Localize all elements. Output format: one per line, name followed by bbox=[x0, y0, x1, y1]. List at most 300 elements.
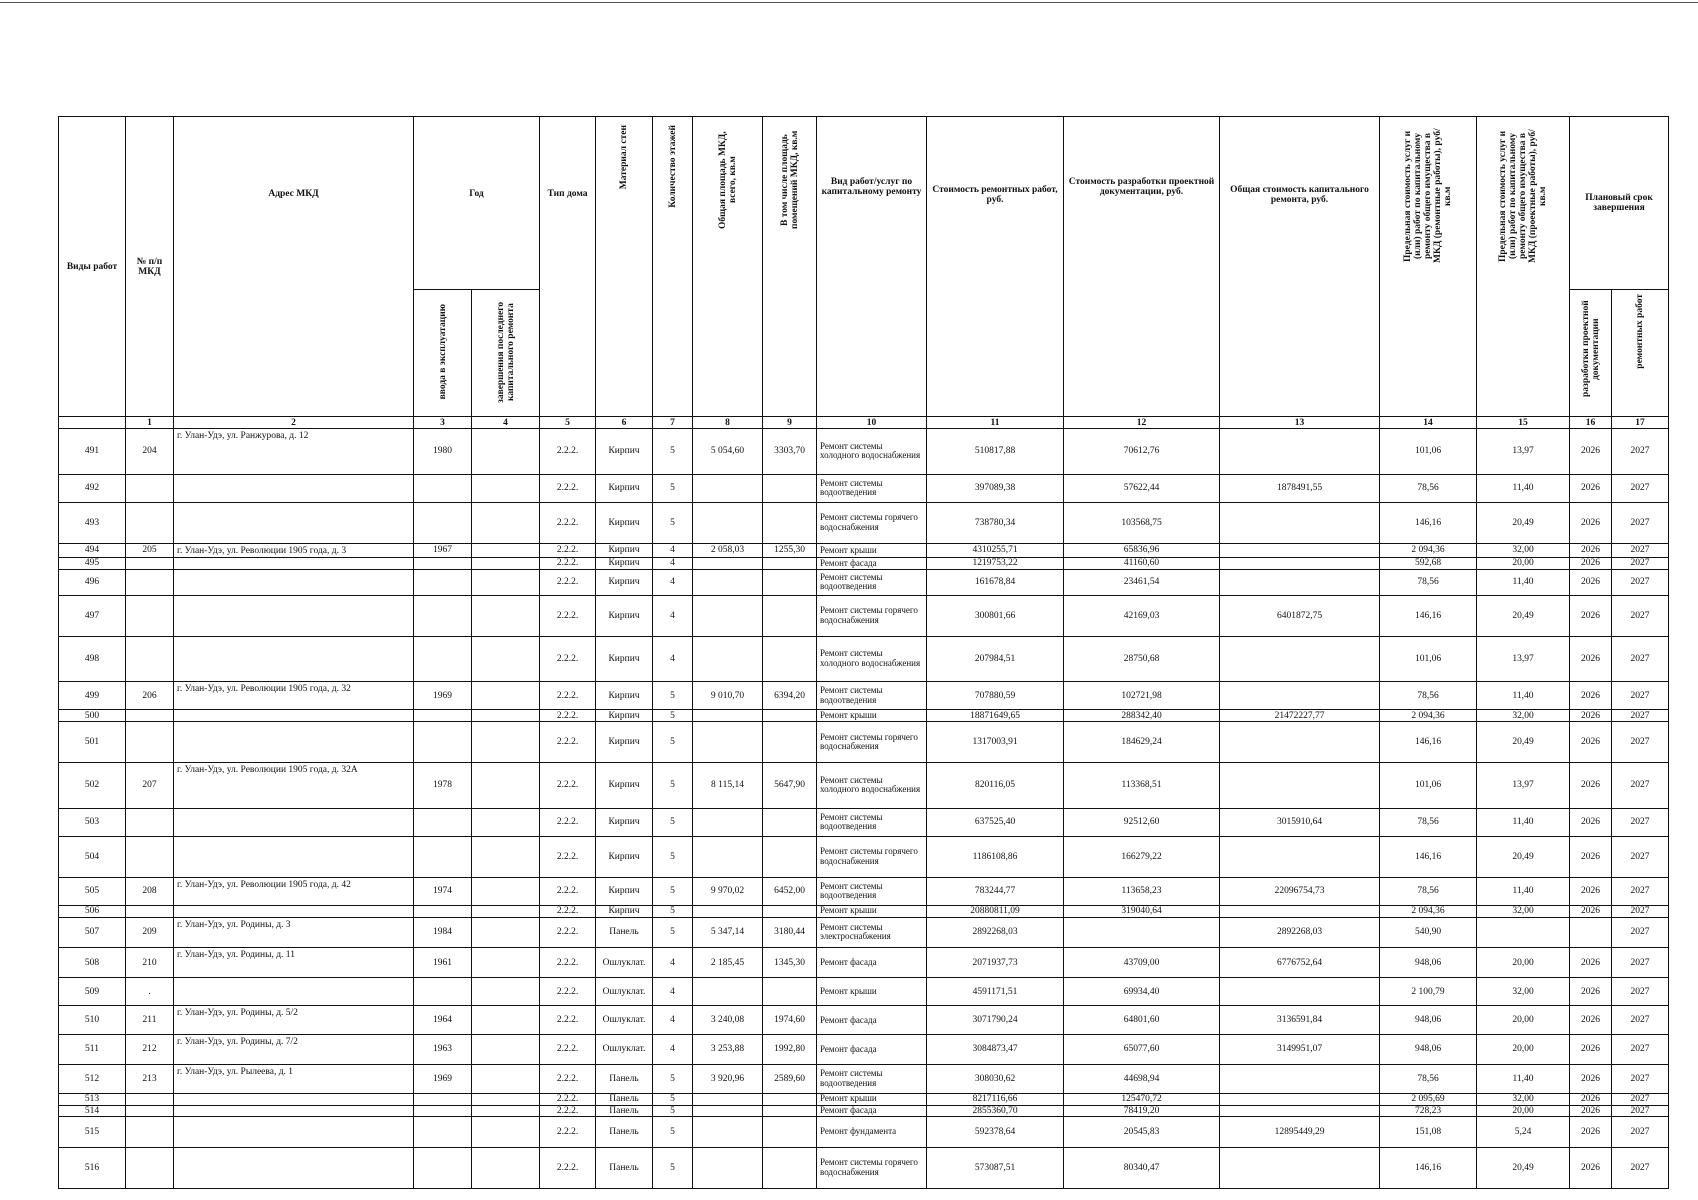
cell-total-area bbox=[693, 978, 763, 1006]
cell-deadline-repair: 2027 bbox=[1612, 1147, 1669, 1188]
cell-design-cost: 125470,72 bbox=[1064, 1093, 1220, 1105]
cell-work-type: Ремонт системы горячего водоснабжения bbox=[817, 1147, 927, 1188]
cell-house-type: 2.2.2. bbox=[540, 1147, 596, 1188]
cell-premises-area bbox=[763, 595, 817, 636]
cell-floors: 5 bbox=[653, 1093, 693, 1105]
cell-repair-cost: 592378,64 bbox=[927, 1117, 1064, 1147]
cell-year-last-repair bbox=[472, 557, 540, 569]
cell-wall-material: Кирпич bbox=[596, 763, 653, 808]
cell-wall-material: Кирпич bbox=[596, 808, 653, 836]
cell-design-cost: 44698,94 bbox=[1064, 1064, 1220, 1093]
cell-house-type: 2.2.2. bbox=[540, 429, 596, 474]
cell-year-last-repair bbox=[472, 682, 540, 710]
cell-row-number: 495 bbox=[59, 557, 126, 569]
col-header-work-type: Вид работ/услуг по капитальному ремонту bbox=[817, 117, 927, 417]
cell-year-last-repair bbox=[472, 722, 540, 763]
table-row bbox=[59, 682, 1669, 710]
cell-total-cost bbox=[1220, 722, 1380, 763]
cell-limit-design: 11,40 bbox=[1477, 569, 1570, 595]
cell-design-cost: 28750,68 bbox=[1064, 636, 1220, 681]
cell-year-last-repair bbox=[472, 1035, 540, 1064]
cell-total-area bbox=[693, 710, 763, 722]
cell-mkd-number bbox=[126, 1117, 174, 1147]
cell-address: г. Улан-Удэ, ул. Революции 1905 года, д. 32 bbox=[174, 682, 414, 710]
cell-design-cost: 184629,24 bbox=[1064, 722, 1220, 763]
cell-deadline-repair: 2027 bbox=[1612, 978, 1669, 1006]
cell-address bbox=[174, 905, 414, 917]
cell-limit-repair: 2 100,79 bbox=[1380, 978, 1477, 1006]
cell-mkd-number bbox=[126, 557, 174, 569]
cell-premises-area: 1255,30 bbox=[763, 543, 817, 557]
col-header-total-area bbox=[693, 117, 763, 417]
cell-work-type: Ремонт фасада bbox=[817, 947, 927, 977]
cell-address bbox=[174, 808, 414, 836]
cell-design-cost: 69934,40 bbox=[1064, 978, 1220, 1006]
cell-design-cost: 80340,47 bbox=[1064, 1147, 1220, 1188]
cell-floors: 4 bbox=[653, 1035, 693, 1064]
cell-premises-area: 3303,70 bbox=[763, 429, 817, 474]
table-row bbox=[59, 636, 1669, 681]
cell-wall-material: Кирпич bbox=[596, 722, 653, 763]
cell-total-cost: 3149951,07 bbox=[1220, 1035, 1380, 1064]
col-header-deadline-repair bbox=[1612, 289, 1669, 417]
cell-wall-material: Кирпич bbox=[596, 502, 653, 543]
cell-premises-area bbox=[763, 569, 817, 595]
cell-year-last-repair bbox=[472, 1147, 540, 1188]
cell-floors: 5 bbox=[653, 917, 693, 947]
cell-premises-area: 3180,44 bbox=[763, 917, 817, 947]
cell-limit-design: 20,49 bbox=[1477, 722, 1570, 763]
total-area-label: Общая площадь МКД, всего, кв.м bbox=[717, 131, 738, 229]
column-number-blank bbox=[59, 417, 126, 429]
cell-year-last-repair bbox=[472, 877, 540, 905]
table-row bbox=[59, 763, 1669, 808]
cell-deadline-repair: 2027 bbox=[1612, 1093, 1669, 1105]
wall-material-label: Материал стен bbox=[619, 125, 629, 190]
cell-design-cost: 42169,03 bbox=[1064, 595, 1220, 636]
cell-row-number: 494 bbox=[59, 543, 126, 557]
cell-deadline-design: 2026 bbox=[1570, 543, 1612, 557]
cell-repair-cost: 573087,51 bbox=[927, 1147, 1064, 1188]
cell-design-cost: 57622,44 bbox=[1064, 474, 1220, 502]
cell-mkd-number bbox=[126, 502, 174, 543]
cell-premises-area bbox=[763, 836, 817, 877]
cell-house-type: 2.2.2. bbox=[540, 502, 596, 543]
cell-total-cost bbox=[1220, 978, 1380, 1006]
cell-repair-cost: 783244,77 bbox=[927, 877, 1064, 905]
table-row bbox=[59, 917, 1669, 947]
cell-design-cost: 92512,60 bbox=[1064, 808, 1220, 836]
cell-total-area bbox=[693, 1105, 763, 1117]
cell-limit-design: 20,49 bbox=[1477, 1147, 1570, 1188]
cell-mkd-number: 212 bbox=[126, 1035, 174, 1064]
cell-deadline-design: 2026 bbox=[1570, 763, 1612, 808]
cell-deadline-repair: 2027 bbox=[1612, 557, 1669, 569]
cell-row-number: 493 bbox=[59, 502, 126, 543]
cell-total-cost bbox=[1220, 429, 1380, 474]
cell-total-area: 2 058,03 bbox=[693, 543, 763, 557]
page-top-rule bbox=[0, 2, 1698, 3]
cell-wall-material: Ошлуклат. bbox=[596, 947, 653, 977]
cell-work-type: Ремонт фасада bbox=[817, 1105, 927, 1117]
cell-address: г. Улан-Удэ, ул. Рылеева, д. 1 bbox=[174, 1064, 414, 1093]
cell-work-type: Ремонт системы электроснабжения bbox=[817, 917, 927, 947]
cell-total-area bbox=[693, 808, 763, 836]
cell-repair-cost: 738780,34 bbox=[927, 502, 1064, 543]
cell-limit-repair: 101,06 bbox=[1380, 429, 1477, 474]
cell-house-type: 2.2.2. bbox=[540, 763, 596, 808]
cell-mkd-number bbox=[126, 836, 174, 877]
cell-house-type: 2.2.2. bbox=[540, 1064, 596, 1093]
cell-wall-material: Кирпич bbox=[596, 557, 653, 569]
cell-total-area bbox=[693, 836, 763, 877]
table-row bbox=[59, 595, 1669, 636]
cell-mkd-number: 206 bbox=[126, 682, 174, 710]
cell-mkd-number: . bbox=[126, 978, 174, 1006]
cell-year-commission bbox=[414, 1093, 472, 1105]
column-number: 5 bbox=[540, 417, 596, 429]
cell-limit-design: 20,00 bbox=[1477, 1105, 1570, 1117]
cell-wall-material: Панель bbox=[596, 1105, 653, 1117]
cell-row-number: 511 bbox=[59, 1035, 126, 1064]
cell-year-commission bbox=[414, 557, 472, 569]
cell-row-number: 510 bbox=[59, 1006, 126, 1035]
table-row bbox=[59, 543, 1669, 557]
cell-deadline-repair: 2027 bbox=[1612, 429, 1669, 474]
cell-floors: 5 bbox=[653, 1117, 693, 1147]
cell-mkd-number bbox=[126, 1105, 174, 1117]
cell-total-cost bbox=[1220, 1093, 1380, 1105]
cell-house-type: 2.2.2. bbox=[540, 710, 596, 722]
cell-house-type: 2.2.2. bbox=[540, 543, 596, 557]
cell-address bbox=[174, 502, 414, 543]
cell-design-cost: 65836,96 bbox=[1064, 543, 1220, 557]
cell-year-commission bbox=[414, 722, 472, 763]
cell-year-commission bbox=[414, 1117, 472, 1147]
cell-row-number: 501 bbox=[59, 722, 126, 763]
cell-year-commission bbox=[414, 502, 472, 543]
col-header-mkd-number: № п/п МКД bbox=[126, 117, 174, 417]
cell-year-commission bbox=[414, 978, 472, 1006]
cell-work-type: Ремонт крыши bbox=[817, 710, 927, 722]
cell-total-cost bbox=[1220, 1064, 1380, 1093]
cell-year-commission bbox=[414, 905, 472, 917]
cell-work-type: Ремонт системы горячего водоснабжения bbox=[817, 502, 927, 543]
cell-house-type: 2.2.2. bbox=[540, 947, 596, 977]
header-row-1 bbox=[59, 117, 1669, 290]
cell-limit-repair: 2 095,69 bbox=[1380, 1093, 1477, 1105]
cell-floors: 5 bbox=[653, 877, 693, 905]
cell-row-number: 508 bbox=[59, 947, 126, 977]
cell-mkd-number bbox=[126, 710, 174, 722]
cell-house-type: 2.2.2. bbox=[540, 595, 596, 636]
cell-address bbox=[174, 557, 414, 569]
col-header-house-type: Тип дома bbox=[540, 117, 596, 417]
table-row bbox=[59, 1093, 1669, 1105]
cell-limit-repair: 101,06 bbox=[1380, 636, 1477, 681]
cell-floors: 5 bbox=[653, 763, 693, 808]
cell-premises-area bbox=[763, 474, 817, 502]
cell-total-cost: 12895449,29 bbox=[1220, 1117, 1380, 1147]
cell-row-number: 499 bbox=[59, 682, 126, 710]
cell-wall-material: Кирпич bbox=[596, 543, 653, 557]
cell-work-type: Ремонт крыши bbox=[817, 978, 927, 1006]
cell-deadline-design: 2026 bbox=[1570, 557, 1612, 569]
cell-limit-repair: 2 094,36 bbox=[1380, 905, 1477, 917]
cell-year-last-repair bbox=[472, 543, 540, 557]
cell-house-type: 2.2.2. bbox=[540, 474, 596, 502]
cell-premises-area bbox=[763, 722, 817, 763]
cell-limit-design: 20,49 bbox=[1477, 836, 1570, 877]
cell-floors: 5 bbox=[653, 905, 693, 917]
cell-year-commission bbox=[414, 710, 472, 722]
cell-limit-repair: 78,56 bbox=[1380, 474, 1477, 502]
cell-row-number: 515 bbox=[59, 1117, 126, 1147]
cell-mkd-number bbox=[126, 808, 174, 836]
cell-deadline-design: 2026 bbox=[1570, 710, 1612, 722]
cell-deadline-design: 2026 bbox=[1570, 1006, 1612, 1035]
cell-address: г. Улан-Удэ, ул. Родины, д. 3 bbox=[174, 917, 414, 947]
cell-wall-material: Панель bbox=[596, 1117, 653, 1147]
cell-address bbox=[174, 1105, 414, 1117]
cell-deadline-repair: 2027 bbox=[1612, 636, 1669, 681]
table-row bbox=[59, 1147, 1669, 1188]
cell-mkd-number: 211 bbox=[126, 1006, 174, 1035]
column-number: 3 bbox=[414, 417, 472, 429]
cell-total-area bbox=[693, 569, 763, 595]
cell-limit-design: 11,40 bbox=[1477, 1064, 1570, 1093]
cell-repair-cost: 510817,88 bbox=[927, 429, 1064, 474]
cell-premises-area bbox=[763, 502, 817, 543]
col-header-year-last-repair bbox=[472, 289, 540, 417]
cell-address: г. Улан-Удэ, ул. Ранжурова, д. 12 bbox=[174, 429, 414, 474]
cell-deadline-repair: 2027 bbox=[1612, 763, 1669, 808]
cell-premises-area bbox=[763, 1093, 817, 1105]
cell-deadline-design: 2026 bbox=[1570, 502, 1612, 543]
cell-row-number: 503 bbox=[59, 808, 126, 836]
cell-house-type: 2.2.2. bbox=[540, 722, 596, 763]
cell-floors: 5 bbox=[653, 429, 693, 474]
cell-address: г. Улан-Удэ, ул. Революции 1905 года, д. 42 bbox=[174, 877, 414, 905]
deadline-repair-label: ремонтных работ bbox=[1635, 293, 1645, 369]
cell-year-commission bbox=[414, 1105, 472, 1117]
cell-limit-repair: 146,16 bbox=[1380, 595, 1477, 636]
cell-year-commission bbox=[414, 636, 472, 681]
cell-limit-design: 5,24 bbox=[1477, 1117, 1570, 1147]
cell-house-type: 2.2.2. bbox=[540, 636, 596, 681]
cell-limit-repair: 146,16 bbox=[1380, 836, 1477, 877]
cell-row-number: 502 bbox=[59, 763, 126, 808]
column-number: 14 bbox=[1380, 417, 1477, 429]
cell-year-commission bbox=[414, 595, 472, 636]
cell-work-type: Ремонт крыши bbox=[817, 543, 927, 557]
cell-work-type: Ремонт крыши bbox=[817, 905, 927, 917]
cell-house-type: 2.2.2. bbox=[540, 569, 596, 595]
cell-year-last-repair bbox=[472, 710, 540, 722]
cell-house-type: 2.2.2. bbox=[540, 905, 596, 917]
cell-work-type: Ремонт системы водоотведения bbox=[817, 877, 927, 905]
cell-limit-repair: 146,16 bbox=[1380, 502, 1477, 543]
cell-house-type: 2.2.2. bbox=[540, 836, 596, 877]
cell-limit-repair: 948,06 bbox=[1380, 947, 1477, 977]
cell-deadline-repair: 2027 bbox=[1612, 1064, 1669, 1093]
cell-design-cost: 43709,00 bbox=[1064, 947, 1220, 977]
cell-premises-area: 2589,60 bbox=[763, 1064, 817, 1093]
cell-total-area bbox=[693, 557, 763, 569]
cell-year-last-repair bbox=[472, 808, 540, 836]
cell-floors: 5 bbox=[653, 474, 693, 502]
cell-limit-design: 13,97 bbox=[1477, 636, 1570, 681]
table-row bbox=[59, 710, 1669, 722]
cell-year-last-repair bbox=[472, 917, 540, 947]
column-number: 2 bbox=[174, 417, 414, 429]
cell-premises-area bbox=[763, 905, 817, 917]
cell-deadline-design: 2026 bbox=[1570, 947, 1612, 977]
cell-year-commission: 1980 bbox=[414, 429, 472, 474]
cell-total-area: 3 920,96 bbox=[693, 1064, 763, 1093]
cell-year-commission: 1961 bbox=[414, 947, 472, 977]
cell-year-last-repair bbox=[472, 1093, 540, 1105]
cell-year-last-repair bbox=[472, 763, 540, 808]
table-row bbox=[59, 905, 1669, 917]
table-row bbox=[59, 474, 1669, 502]
cell-total-area bbox=[693, 595, 763, 636]
cell-work-type: Ремонт системы холодного водоснабжения bbox=[817, 763, 927, 808]
table-row bbox=[59, 808, 1669, 836]
cell-deadline-repair: 2027 bbox=[1612, 1006, 1669, 1035]
column-number: 17 bbox=[1612, 417, 1669, 429]
cell-mkd-number bbox=[126, 722, 174, 763]
cell-repair-cost: 2892268,03 bbox=[927, 917, 1064, 947]
cell-address bbox=[174, 722, 414, 763]
cell-repair-cost: 20880811,09 bbox=[927, 905, 1064, 917]
cell-design-cost: 65077,60 bbox=[1064, 1035, 1220, 1064]
cell-deadline-design: 2026 bbox=[1570, 877, 1612, 905]
cell-work-type: Ремонт системы горячего водоснабжения bbox=[817, 595, 927, 636]
cell-total-cost: 3015910,64 bbox=[1220, 808, 1380, 836]
cell-deadline-repair: 2027 bbox=[1612, 947, 1669, 977]
cell-work-type: Ремонт системы водоотведения bbox=[817, 569, 927, 595]
cell-year-commission bbox=[414, 474, 472, 502]
cell-year-last-repair bbox=[472, 1006, 540, 1035]
cell-year-last-repair bbox=[472, 836, 540, 877]
col-header-deadline: Плановый срок завершения bbox=[1570, 117, 1669, 290]
cell-deadline-repair: 2027 bbox=[1612, 595, 1669, 636]
table-row bbox=[59, 1006, 1669, 1035]
col-header-work-kind: Виды работ bbox=[59, 117, 126, 417]
cell-deadline-repair: 2027 bbox=[1612, 877, 1669, 905]
cell-floors: 4 bbox=[653, 569, 693, 595]
cell-total-cost bbox=[1220, 1105, 1380, 1117]
cell-total-cost bbox=[1220, 543, 1380, 557]
cell-limit-design: 20,00 bbox=[1477, 947, 1570, 977]
cell-premises-area bbox=[763, 1117, 817, 1147]
cell-premises-area bbox=[763, 557, 817, 569]
column-number: 9 bbox=[763, 417, 817, 429]
cell-work-type: Ремонт системы холодного водоснабжения bbox=[817, 636, 927, 681]
cell-total-area: 9 970,02 bbox=[693, 877, 763, 905]
cell-premises-area: 1345,30 bbox=[763, 947, 817, 977]
cell-year-commission bbox=[414, 569, 472, 595]
cell-repair-cost: 637525,40 bbox=[927, 808, 1064, 836]
cell-total-area bbox=[693, 1117, 763, 1147]
cell-limit-repair: 2 094,36 bbox=[1380, 710, 1477, 722]
cell-total-cost bbox=[1220, 763, 1380, 808]
cell-premises-area: 1974,60 bbox=[763, 1006, 817, 1035]
cell-house-type: 2.2.2. bbox=[540, 808, 596, 836]
cell-address bbox=[174, 836, 414, 877]
column-number: 7 bbox=[653, 417, 693, 429]
cell-design-cost: 20545,83 bbox=[1064, 1117, 1220, 1147]
cell-total-cost bbox=[1220, 557, 1380, 569]
cell-premises-area bbox=[763, 636, 817, 681]
cell-repair-cost: 1317003,91 bbox=[927, 722, 1064, 763]
cell-deadline-design: 2026 bbox=[1570, 595, 1612, 636]
cell-wall-material: Ошлуклат. bbox=[596, 1035, 653, 1064]
cell-year-last-repair bbox=[472, 569, 540, 595]
column-number: 6 bbox=[596, 417, 653, 429]
cell-limit-repair: 101,06 bbox=[1380, 763, 1477, 808]
cell-deadline-repair: 2027 bbox=[1612, 722, 1669, 763]
cell-design-cost: 103568,75 bbox=[1064, 502, 1220, 543]
cell-row-number: 496 bbox=[59, 569, 126, 595]
cell-total-cost bbox=[1220, 905, 1380, 917]
cell-mkd-number bbox=[126, 905, 174, 917]
cell-premises-area bbox=[763, 1147, 817, 1188]
cell-mkd-number bbox=[126, 474, 174, 502]
cell-limit-repair: 540,90 bbox=[1380, 917, 1477, 947]
cell-design-cost: 319040,64 bbox=[1064, 905, 1220, 917]
cell-address bbox=[174, 636, 414, 681]
cell-deadline-repair: 2027 bbox=[1612, 808, 1669, 836]
table-row bbox=[59, 429, 1669, 474]
cell-address bbox=[174, 474, 414, 502]
cell-floors: 5 bbox=[653, 502, 693, 543]
cell-wall-material: Кирпич bbox=[596, 569, 653, 595]
cell-address bbox=[174, 1117, 414, 1147]
cell-mkd-number bbox=[126, 595, 174, 636]
cell-deadline-design: 2026 bbox=[1570, 722, 1612, 763]
cell-floors: 5 bbox=[653, 808, 693, 836]
cell-total-area: 5 054,60 bbox=[693, 429, 763, 474]
cell-total-cost bbox=[1220, 502, 1380, 543]
cell-work-type: Ремонт крыши bbox=[817, 1093, 927, 1105]
cell-deadline-repair: 2027 bbox=[1612, 543, 1669, 557]
cell-wall-material: Кирпич bbox=[596, 710, 653, 722]
cell-floors: 5 bbox=[653, 1105, 693, 1117]
cell-floors: 5 bbox=[653, 836, 693, 877]
cell-total-area bbox=[693, 905, 763, 917]
cell-deadline-design: 2026 bbox=[1570, 474, 1612, 502]
cell-deadline-design: 2026 bbox=[1570, 1035, 1612, 1064]
cell-row-number: 513 bbox=[59, 1093, 126, 1105]
table-row bbox=[59, 836, 1669, 877]
table-row bbox=[59, 978, 1669, 1006]
cell-address bbox=[174, 1147, 414, 1188]
cell-repair-cost: 161678,84 bbox=[927, 569, 1064, 595]
cell-premises-area bbox=[763, 808, 817, 836]
cell-wall-material: Кирпич bbox=[596, 682, 653, 710]
col-header-wall-material bbox=[596, 117, 653, 417]
cell-address bbox=[174, 569, 414, 595]
cell-year-commission: 1964 bbox=[414, 1006, 472, 1035]
col-header-floors bbox=[653, 117, 693, 417]
cell-total-area bbox=[693, 502, 763, 543]
cell-total-area: 9 010,70 bbox=[693, 682, 763, 710]
cell-deadline-design: 2026 bbox=[1570, 905, 1612, 917]
cell-total-area: 2 185,45 bbox=[693, 947, 763, 977]
cell-house-type: 2.2.2. bbox=[540, 1093, 596, 1105]
